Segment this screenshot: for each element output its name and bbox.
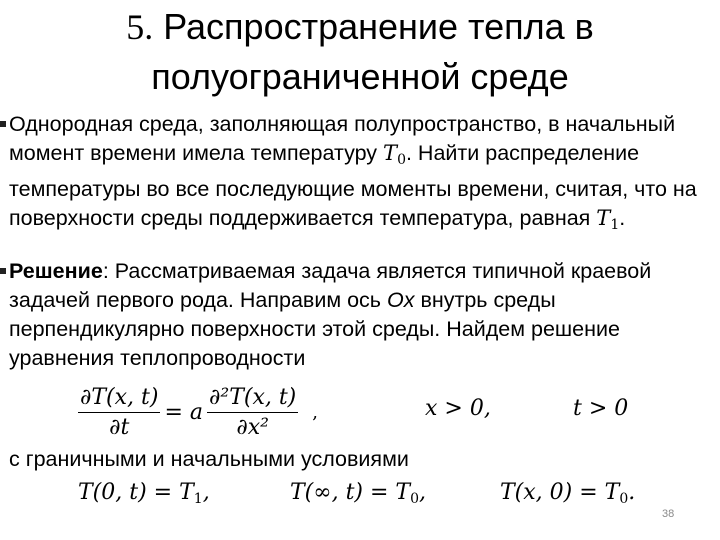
solution-paragraph — [9, 257, 714, 373]
solution-text-1: : Рассматриваемая задача является типичной краевой задачей первого рода. Направим ось — [9, 259, 652, 312]
symbol-t1: $T_1$ — [596, 206, 620, 233]
problem-text-1: Однородная среда, заполняющая полупространство, в начальный момент времени имела температуру — [9, 112, 676, 165]
conditions-label: с граничными и начальными условиями — [9, 447, 409, 471]
solution-text-2: внутрь среды перпендикулярно поверхности этой среды. Найдем решение уравнения теплопроводности — [9, 288, 620, 370]
problem-text-2: . Найти распределение температуры во все последующие моменты времени, считая, что на поверхности среды поддерживается температура, равная — [9, 141, 697, 230]
boundary-condition-2: T(∞, $t) = T_0$, — [290, 480, 427, 507]
bullet-marker — [0, 121, 6, 127]
axis-label: Ox — [386, 288, 415, 312]
equation-comma: , — [312, 401, 319, 423]
rhs-fraction: $\frac{\text{∂²T(x, t)}}{\text{∂x²}}$ — [209, 384, 297, 440]
solution-label: Решение — [9, 259, 103, 283]
condition-x: x > 0, — [425, 396, 491, 421]
page-number: 38 — [662, 508, 675, 520]
equals-a: = a — [164, 399, 203, 425]
boundary-condition-1: T(0, $t) = T_1$, — [78, 480, 210, 507]
title-line-1 — [0, 2, 720, 52]
symbol-t0: $T_0$ — [383, 141, 406, 168]
problem-text-3: . — [619, 206, 626, 230]
heat-equation — [78, 372, 318, 452]
problem-paragraph — [9, 110, 714, 240]
bullet-marker — [0, 268, 6, 274]
lhs-fraction: $\frac{\partial T(x, t)}{\partial t}$ — [80, 384, 159, 440]
initial-condition: T(x, $0) = T_0$. — [500, 480, 636, 507]
title-line-2: полуограниченной среде — [151, 56, 569, 97]
title-text-1: Распространение тепла в — [163, 6, 594, 47]
title-number: 5. — [126, 7, 154, 47]
slide-title — [0, 2, 720, 102]
condition-t: t > 0 — [573, 396, 629, 421]
